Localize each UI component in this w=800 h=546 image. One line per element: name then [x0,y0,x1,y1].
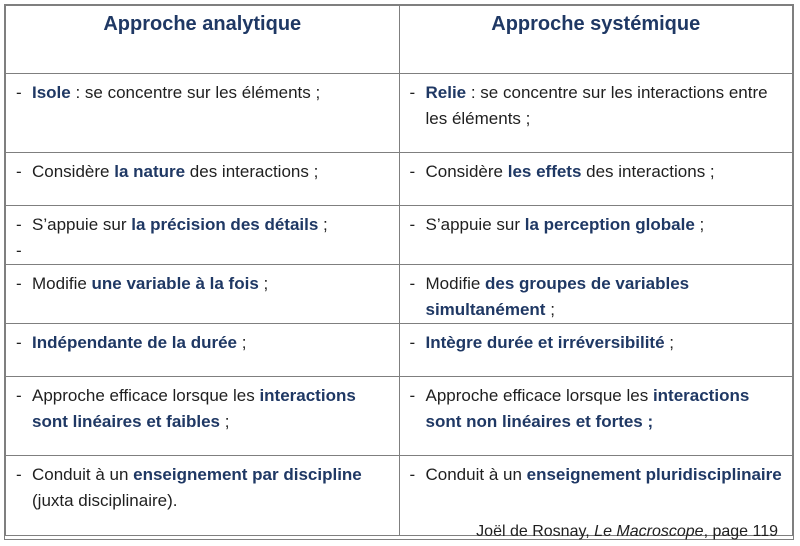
citation-page: , page 119 [703,523,778,540]
text-segment: ; [258,274,269,293]
bold-term: interactions sont non linéaires et fortes ; [425,386,750,431]
cell-text [426,212,785,238]
cell-text [32,383,391,435]
bold-term: la perception globale [524,215,695,234]
cell-systemique [399,324,793,377]
table-row [6,377,793,456]
text-segment: des interactions ; [185,162,319,181]
cell-text [426,383,785,435]
bullet-dash: - [16,162,22,181]
cell-analytique [6,74,400,153]
table-row [6,206,793,265]
table-row [6,74,793,153]
citation [476,523,778,541]
bold-term: la précision des détails [131,215,319,234]
bold-term: Intègre durée et irréversibilité [425,333,665,352]
cell-text [426,330,785,356]
cell-text [426,462,785,488]
bullet-dash: - [409,274,416,293]
cell-text [32,159,391,185]
text-segment: ; [545,300,555,319]
bullet-dash: - [16,241,22,260]
bullet-dash: - [409,162,416,181]
cell-analytique [6,324,400,377]
cell-analytique [6,456,400,536]
cell-systemique [399,206,793,265]
bold-term: des groupes de variables simultanément [425,274,690,319]
cell-text [32,80,391,106]
cell-text [32,212,391,238]
text-segment: des interactions ; [581,162,715,181]
cell-text [426,271,785,323]
text-segment: Conduit à un [32,465,134,484]
cell-analytique [6,206,400,265]
bullet-dash: - [16,274,22,293]
bold-term: une variable à la fois [91,274,259,293]
bullet-dash: - [409,465,416,484]
text-segment: Considère [425,162,508,181]
text-segment: Approche efficace lorsque les [425,386,653,405]
bullet-dash: - [16,386,22,405]
text-segment: ; [664,333,674,352]
header-systemique: Approche systémique [399,6,793,74]
bullet-dash: - [16,215,22,234]
comparison-table [5,5,793,536]
text-segment: Conduit à un [425,465,527,484]
text-segment: S’appuie sur [32,215,132,234]
bold-term: Relie [425,83,467,102]
header-analytique: Approche analytique [6,6,400,74]
cell-systemique [399,153,793,206]
text-segment: Approche efficace lorsque les [32,386,260,405]
cell-systemique [399,265,793,324]
cell-analytique [6,153,400,206]
bold-term: enseignement par discipline [133,465,362,484]
bullet-dash: - [409,83,416,102]
cell-analytique [6,265,400,324]
cell-systemique [399,74,793,153]
bold-term: Isole [32,83,71,102]
bold-term: enseignement pluridisciplinaire [526,465,782,484]
bullet-dash: - [409,386,416,405]
table-row [6,153,793,206]
bold-term: interactions sont linéaires et faibles [32,386,356,431]
table-row [6,324,793,377]
text-segment: (juxta disciplinaire). [32,491,178,510]
bullet-dash: - [16,83,22,102]
bullet-dash: - [16,465,22,484]
cell-analytique [6,377,400,456]
cell-systemique [399,377,793,456]
cell-text [32,462,391,514]
text-segment: ; [237,333,247,352]
bullet-dash: - [409,333,416,352]
text-segment: S’appuie sur [425,215,525,234]
comparison-table-frame [4,4,794,540]
text-segment: : se concentre sur les éléments ; [70,83,321,102]
cell-text [32,271,391,297]
text-segment: : se concentre sur les interactions entre les éléments ; [425,83,768,128]
citation-author: Joël de Rosnay, [476,523,595,540]
text-segment: Modifie [425,274,486,293]
bullet-dash: - [16,333,22,352]
table-row [6,265,793,324]
bullet-dash: - [409,215,416,234]
text-segment: ; [318,215,328,234]
text-segment: ; [220,412,230,431]
text-segment: Modifie [32,274,92,293]
cell-text [426,159,785,185]
bold-term: la nature [114,162,186,181]
header-row [6,6,793,74]
citation-book: Le Macroscope [594,523,704,540]
text-segment: Considère [32,162,115,181]
cell-text [32,330,391,356]
bold-term: les effets [507,162,582,181]
text-segment: ; [694,215,705,234]
cell-text [426,80,785,132]
bold-term: Indépendante de la durée [32,333,237,352]
